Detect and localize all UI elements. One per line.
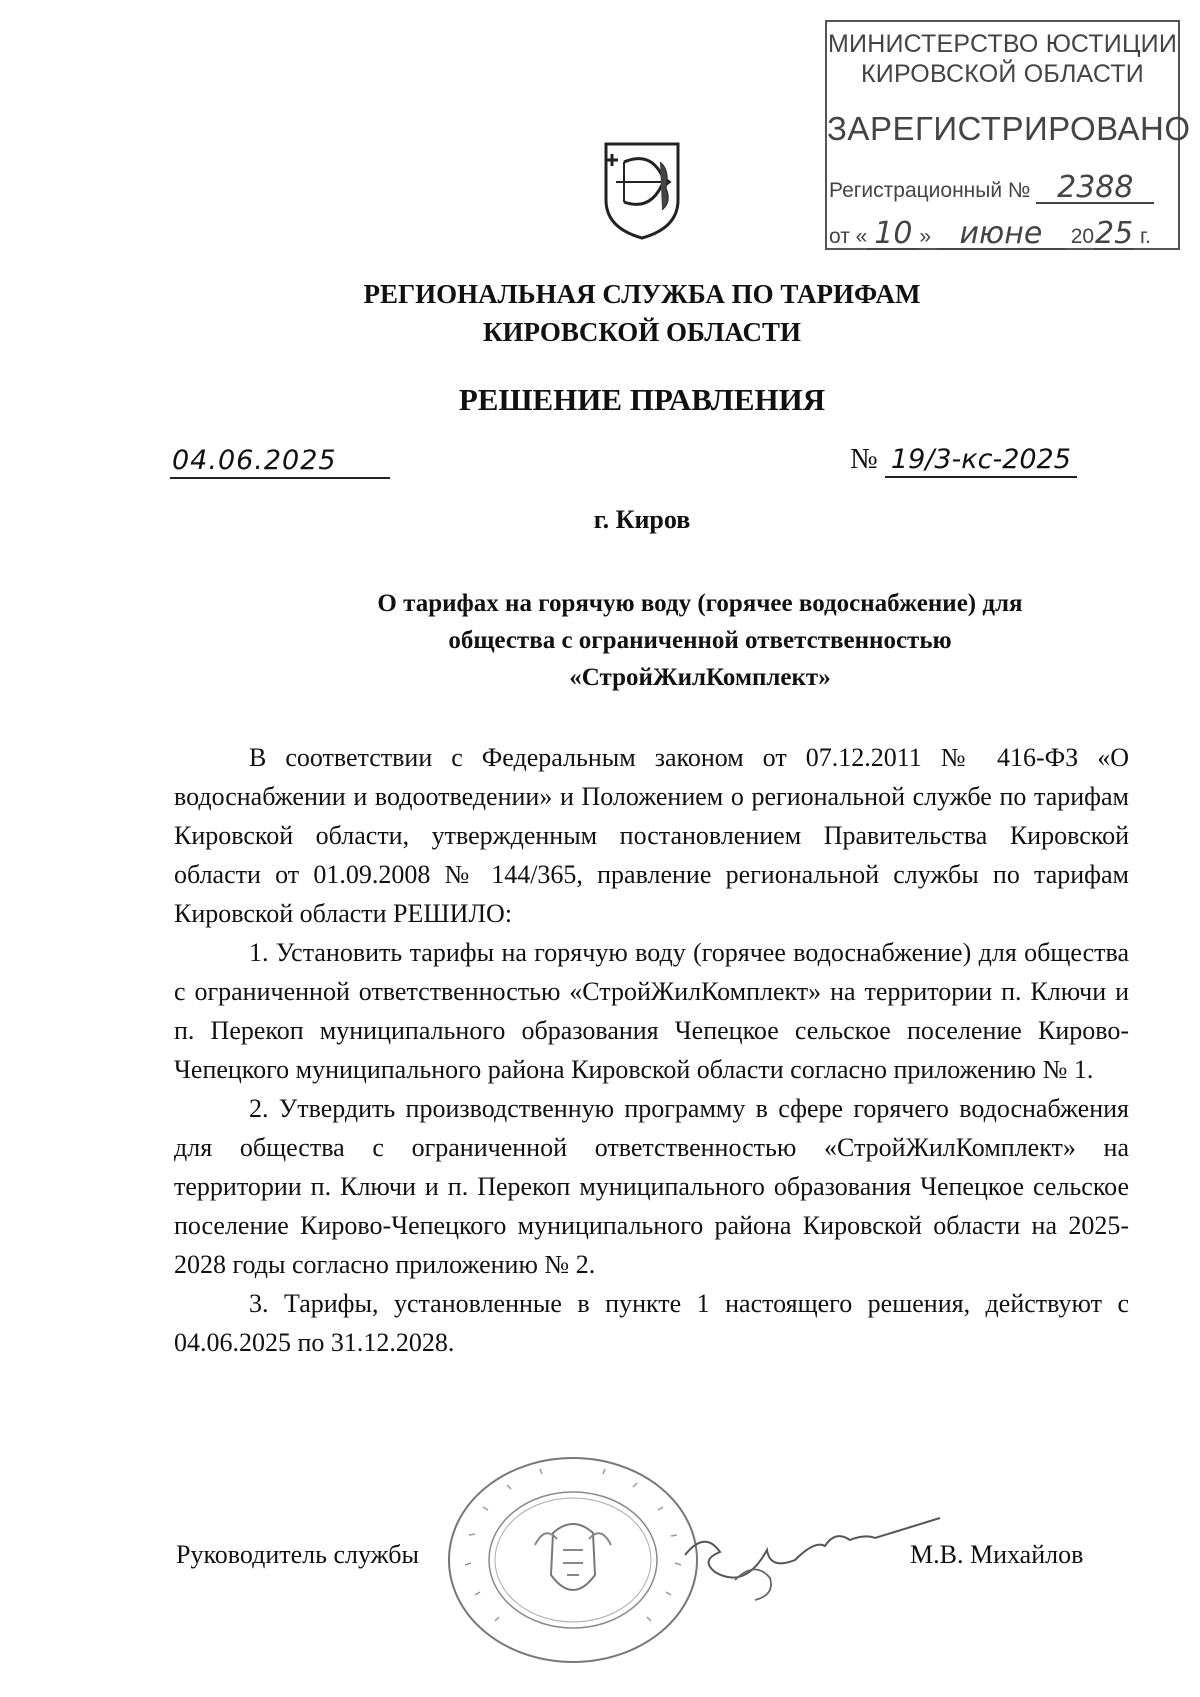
organization-name [0, 275, 1200, 351]
stamp-registered-label: ЗАРЕГИСТРИРОВАНО [827, 110, 1191, 147]
stamp-date-sep: » [919, 225, 932, 248]
stamp-registration-number-row [829, 170, 1154, 205]
subject-line-3: «СтройЖилКомплект» [569, 664, 831, 691]
stamp-date-day: 10 [867, 220, 919, 250]
body-preamble: В соответствии с Федеральным законом от 07.12.2011 № 416-ФЗ «О водоснабжении и водоотведении» и Положением о региональной службе по тарифам Кировской области, утвержденным постановлением Правительства Кировской области от 01.09.2008 № 144/365, правление региональной службы по тарифам Кировской области РЕШИЛО: [174, 743, 1129, 928]
org-line-2: КИРОВСКОЙ ОБЛАСТИ [482, 317, 802, 347]
subject-line-1: О тарифах на горячую воду (горячее водоснабжение) для [377, 590, 1023, 617]
stamp-date-prefix: от « [829, 225, 868, 248]
stamp-number-value: 2388 [1036, 174, 1154, 204]
stamp-ministry-line: МИНИСТЕРСТВО ЮСТИЦИИ [828, 30, 1177, 58]
signer-name: М.В. Михайлов [910, 1540, 1084, 1569]
stamp-date-suffix: г. [1139, 225, 1151, 248]
round-seal-icon [445, 1455, 700, 1665]
body-item-2: 2. Утвердить производственную программу в сфере горячего водоснабжения для общества с ограниченной ответственностью «СтройЖилКомплект» на территории п. Ключи и п. Перекоп муниципального образования Чепецкое сельское поселение Кирово-Чепецкого муниципального района Кировской области на 2025-2028 годы согласно приложению № 2. [174, 1094, 1129, 1279]
body-item-1: 1. Установить тарифы на горячую воду (горячее водоснабжение) для общества с ограниченной ответственностью «СтройЖилКомплект» на территории п. Ключи и п. Перекоп муниципального образования Чепецкое сельское поселение Кирово-Чепецкого муниципального района Кировской области согласно приложению № 1. [174, 938, 1129, 1084]
city: г. Киров [593, 505, 691, 534]
document-number-row [850, 443, 1077, 478]
document-number-value: 19/3-кс-2025 [885, 444, 1077, 478]
stamp-region-line: КИРОВСКОЙ ОБЛАСТИ [861, 60, 1144, 88]
coat-of-arms-icon [602, 140, 682, 240]
signer-title: Руководитель службы [176, 1540, 419, 1569]
stamp-date-month: июне [937, 220, 1065, 250]
registration-stamp [825, 20, 1191, 251]
document-subject [0, 585, 1200, 696]
org-line-1: РЕГИОНАЛЬНАЯ СЛУЖБА ПО ТАРИФАМ [363, 279, 921, 309]
stamp-date-year-prefix: 20 [1070, 225, 1095, 248]
body-item-3: 3. Тарифы, установленные в пункте 1 настоящего решения, действуют с 04.06.2025 по 31.12.2028. [174, 1289, 1129, 1357]
stamp-registration-date-row [829, 216, 1151, 251]
stamp-date-year-suffix: 25 [1095, 216, 1134, 251]
document-body [174, 738, 1129, 1362]
document-type: РЕШЕНИЕ ПРАВЛЕНИЯ [458, 382, 826, 417]
document-number-label: № [850, 443, 878, 475]
handwritten-signature-icon [675, 1500, 945, 1610]
subject-line-2: общества с ограниченной ответственностью [448, 627, 952, 654]
stamp-number-label: Регистрационный № [829, 179, 1031, 202]
document-date: 04.06.2025 [170, 445, 390, 479]
